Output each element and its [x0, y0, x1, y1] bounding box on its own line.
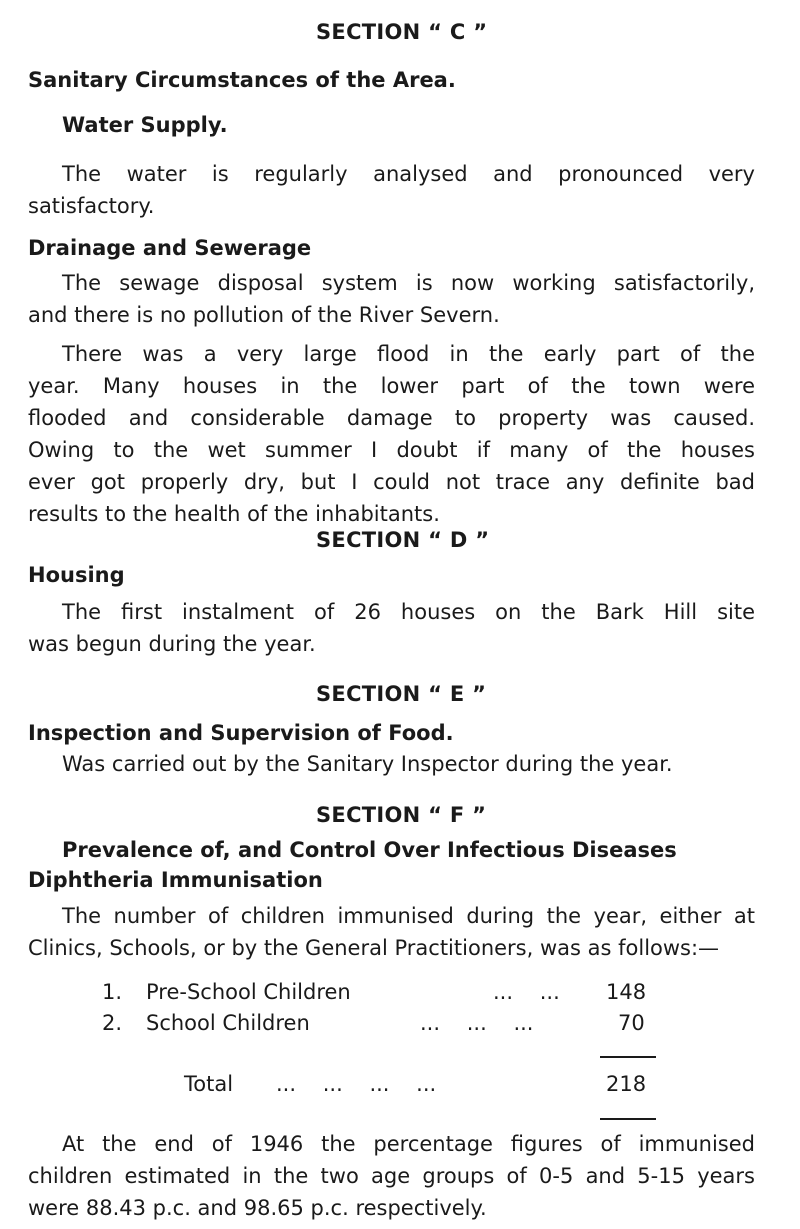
food-inspection-line: Was carried out by the Sanitary Inspector during the year. [62, 752, 673, 776]
paragraph-line: ever got properly dry, but I could not trace any definite bad [28, 470, 755, 494]
drainage-paragraph-2-first [62, 338, 755, 370]
housing-paragraph-end [28, 628, 316, 660]
section-c-heading: SECTION “ C ” [316, 20, 488, 44]
paragraph-line: year. Many houses in the lower part of the town were [28, 374, 755, 398]
drainage-title: Drainage and Sewerage [28, 236, 312, 260]
paragraph-line: Clinics, Schools, or by the General Practitioners, was as follows:— [28, 936, 720, 960]
water-supply-title: Water Supply. [62, 113, 228, 137]
closing-paragraph [62, 1128, 755, 1160]
row-label: Pre-School Children [146, 980, 351, 1004]
paragraph-line: The sewage disposal system is now working satisfactorily, [62, 271, 755, 295]
paragraph-line: results to the health of the inhabitants. [28, 502, 440, 526]
closing-paragraph-rest [28, 1160, 755, 1224]
drainage-paragraph-1-end [28, 299, 500, 331]
infectious-diseases-title: Prevalence of, and Control Over Infectious Diseases [62, 838, 677, 862]
immunisation-intro [62, 900, 755, 932]
row-number: 1. [102, 980, 123, 1004]
row-value: 148 [606, 980, 647, 1004]
total-value: 218 [606, 1072, 647, 1096]
paragraph-line: satisfactory. [28, 194, 155, 218]
drainage-paragraph-2 [28, 370, 755, 530]
section-c-subtitle: Sanitary Circumstances of the Area. [28, 68, 456, 92]
paragraph-line: children estimated in the two age groups of 0-5 and 5-15 years [28, 1164, 755, 1188]
water-supply-paragraph [62, 158, 755, 190]
paragraph-line: The water is regularly analysed and pronounced very [62, 162, 755, 186]
drainage-paragraph-1 [62, 267, 755, 299]
row-number: 2. [102, 1011, 123, 1035]
food-inspection-title: Inspection and Supervision of Food. [28, 721, 454, 745]
section-f-heading: SECTION “ F ” [316, 803, 487, 827]
row-label: School Children [146, 1011, 310, 1035]
paragraph-line: were 88.43 p.c. and 98.65 p.c. respectively. [28, 1196, 487, 1220]
housing-title: Housing [28, 563, 125, 587]
paragraph-line: The number of children immunised during the year, either at [62, 904, 755, 928]
housing-paragraph [62, 596, 755, 628]
row-value: 70 [618, 1011, 645, 1035]
paragraph-line: was begun during the year. [28, 632, 316, 656]
section-e-heading: SECTION “ E ” [316, 682, 487, 706]
total-rule [600, 1118, 656, 1120]
paragraph-line: flooded and considerable damage to property was caused. [28, 406, 755, 430]
section-d-heading: SECTION “ D ” [316, 528, 490, 552]
paragraph-line: Owing to the wet summer I doubt if many of the houses [28, 438, 755, 462]
total-dots: ... ... ... ... [276, 1072, 437, 1096]
diphtheria-title: Diphtheria Immunisation [28, 868, 323, 892]
row-dots: ... ... [493, 980, 560, 1004]
total-label: Total [184, 1072, 234, 1096]
water-supply-paragraph-end [28, 190, 154, 222]
subtotal-rule [600, 1056, 656, 1058]
paragraph-line: At the end of 1946 the percentage figures of immunised [62, 1132, 755, 1156]
row-dots: ... ... ... [420, 1011, 534, 1035]
paragraph-line: and there is no pollution of the River Severn. [28, 303, 500, 327]
paragraph-line: The first instalment of 26 houses on the Bark Hill site [62, 600, 755, 624]
immunisation-intro-end [28, 932, 719, 964]
paragraph-line: There was a very large flood in the early part of the [62, 342, 755, 366]
